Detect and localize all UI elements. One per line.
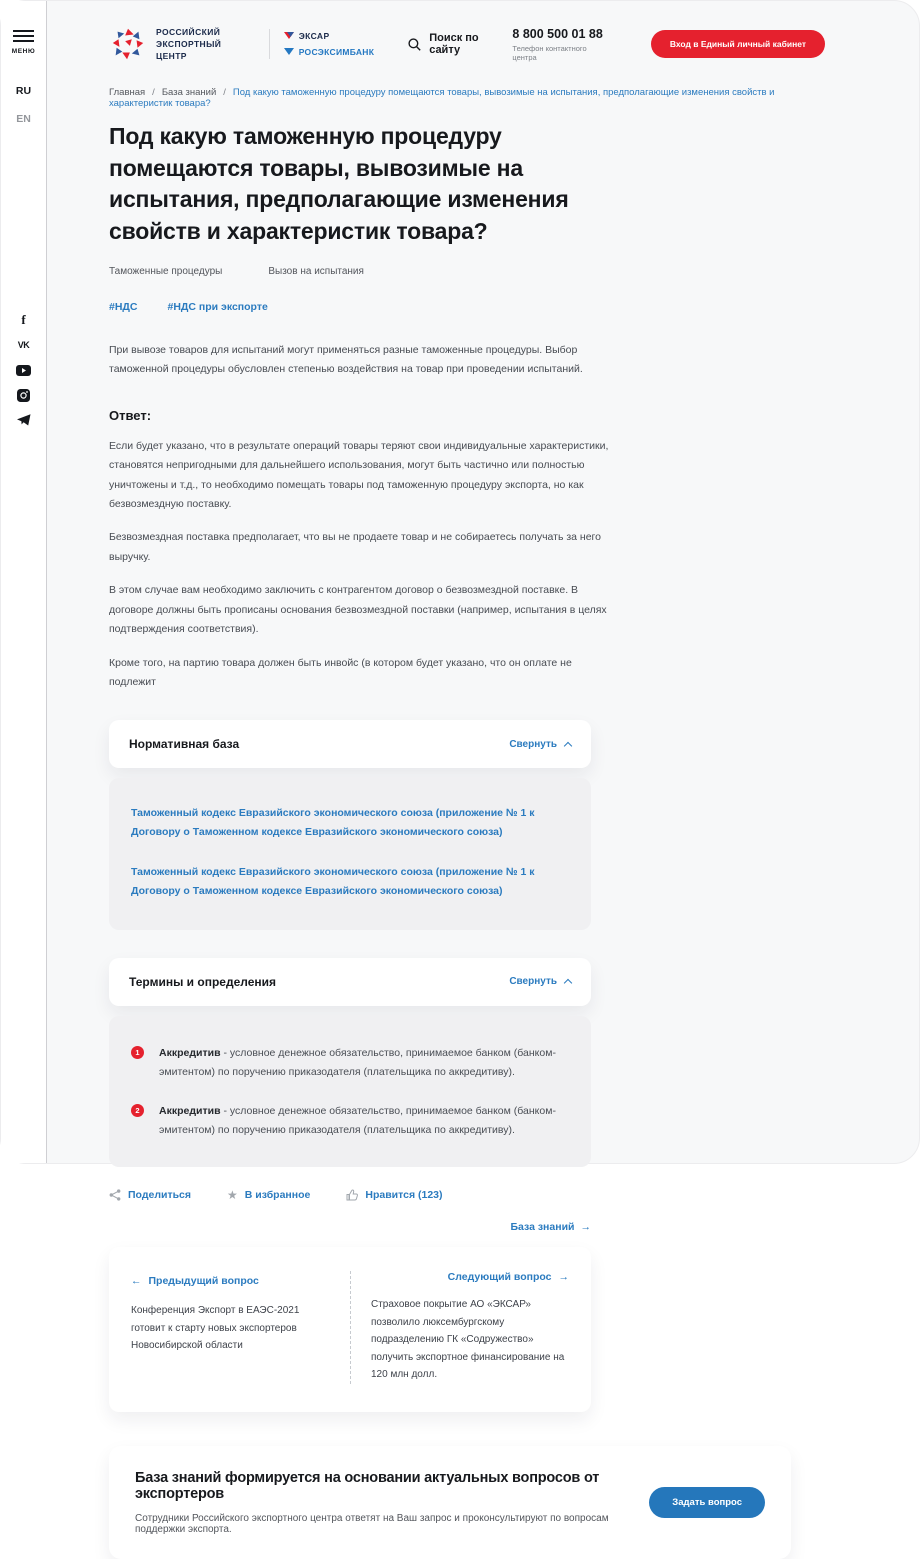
term-word: Аккредитив: [159, 1104, 221, 1117]
page-title: Под какую таможенную процедуру помещаются товары, вывозимые на испытания, предполагающие изменения свойств и характеристик товара?: [109, 123, 569, 245]
phone-number[interactable]: 8 800 500 01 88: [512, 26, 603, 41]
kb-link-row: [109, 1217, 591, 1235]
favorite-button[interactable]: ★ В избранное: [227, 1188, 311, 1203]
previous-question-text[interactable]: Конференция Экспорт в ЕАЭС-2021 готовит к старту новых экспортеров Новосибирской области: [131, 1305, 300, 1352]
telegram-icon[interactable]: [16, 413, 32, 427]
normative-base-collapse-button[interactable]: Свернуть: [509, 739, 571, 750]
terms-list: [109, 1016, 591, 1168]
breadcrumb-home[interactable]: Главная: [109, 87, 146, 98]
tag-customs-procedures[interactable]: Таможенные процедуры: [109, 265, 223, 277]
youtube-icon[interactable]: [16, 363, 32, 377]
answer-heading: Ответ:: [109, 407, 152, 423]
eksar-triangle-icon: [284, 32, 294, 40]
site-header: [109, 1, 919, 63]
main-column: [47, 1, 919, 1535]
instagram-icon[interactable]: [16, 388, 32, 402]
chevron-up-icon: [564, 742, 572, 750]
left-rail: [1, 1, 47, 1163]
thumbs-up-icon: [346, 1189, 358, 1201]
contact-phone: [512, 27, 612, 62]
knowledge-base-link[interactable]: База знаний →: [510, 1221, 591, 1234]
social-links: [16, 313, 32, 427]
tag-testing-call[interactable]: Вызов на испытания: [268, 265, 364, 277]
article-tags: [109, 266, 919, 277]
terms-title: Термины и определения: [129, 974, 277, 989]
next-question-link[interactable]: Следующий вопрос →: [447, 1271, 569, 1284]
login-button[interactable]: Вход в Единый личный кабинет: [651, 30, 825, 58]
normative-link[interactable]: Таможенный кодекс Евразийского экономического союза (приложение № 1 к Договору о Таможенном кодексе Евразийского экономического союза): [131, 866, 535, 897]
site-search[interactable]: [408, 32, 512, 56]
breadcrumb: Главная / База знаний / Под какую таможенную процедуру помещаются товары, вывозимые на испытания, предполагающие изменения свойств и характеристик товара?: [109, 87, 775, 109]
next-question[interactable]: [350, 1271, 569, 1384]
answer-paragraph: В этом случае вам необходимо заключить с контрагентом договор о безвозмездной поставке. В договоре должны быть прописаны основания безвозмездной поставки (например, испытания в целях подтверждения соответствия).: [109, 584, 607, 636]
arrow-right-icon: →: [580, 1221, 591, 1234]
menu-button[interactable]: [12, 27, 36, 55]
normative-base-links: [109, 778, 591, 930]
terms-card: [109, 958, 591, 1006]
brand-roseximbank[interactable]: РОСЭКСИМБАНК: [284, 47, 375, 57]
next-question-text[interactable]: Страховое покрытие АО «ЭКСАР» позволило люксембургскому подразделению ГК «Содружество» получить экспортное финансирование на 120 млн долл.: [371, 1299, 565, 1381]
normative-link[interactable]: Таможенный кодекс Евразийского экономического союза (приложение № 1 к Договору о Таможенном кодексе Евразийского экономического союза): [131, 807, 535, 838]
brand-eksar[interactable]: ЭКСАР: [284, 31, 375, 41]
term-definition: - условное денежное обязательство, принимаемое банком (банком-эмитентом) по поручению приказодателя (плательщика по аккредитиву).: [159, 1104, 556, 1136]
brand-links: [284, 31, 375, 57]
term-word: Аккредитив: [159, 1046, 221, 1059]
rec-logo-text: РОССИЙСКИЙ ЭКСПОРТНЫЙ ЦЕНТР: [156, 26, 222, 62]
term-number-badge: 1: [131, 1046, 144, 1059]
answer-paragraph: Безвозмездная поставка предполагает, что вы не продаете товар и не собираетесь получать за него выручку.: [109, 531, 601, 563]
banner-subtitle: Сотрудники Российского экспортного центра ответят на Ваш запрос и проконсультируют по вопросам поддержки экспорта.: [135, 1512, 609, 1535]
hashtag-nds-export[interactable]: #НДС при экспорте: [167, 300, 268, 313]
term-item: [131, 1102, 569, 1140]
previous-question[interactable]: [131, 1271, 350, 1384]
arrow-left-icon: ←: [131, 1275, 142, 1288]
ask-question-button[interactable]: Задать вопрос: [649, 1487, 765, 1518]
search-label: Поиск по сайту: [429, 32, 479, 56]
chevron-up-icon: [564, 979, 572, 987]
facebook-icon[interactable]: f: [21, 312, 26, 327]
share-button[interactable]: Поделиться: [109, 1189, 191, 1201]
question-pager: [109, 1247, 591, 1412]
normative-base-title: Нормативная база: [129, 737, 240, 752]
arrow-right-icon: →: [558, 1271, 569, 1284]
phone-caption: Телефон контактного центра: [512, 43, 587, 62]
share-icon: [109, 1189, 121, 1201]
star-icon: ★: [227, 1188, 238, 1203]
article-hashtags: [109, 301, 919, 313]
article-intro: При вывозе товаров для испытаний могут применяться разные таможенные процедуры. Выбор таможенной процедуры обусловлен степенью воздействия на товар при проведении испытаний.: [109, 343, 583, 376]
answer-paragraph: Если будет указано, что в результате операций товары теряют свои индивидуальные характеристики, становятся непригодными для дальнейшего использования, могут быть частично или полностью уничтожены и т.д., то необходимо помещать товары под таможенную процедуру экспорта, но как безвозмездную поставку.: [109, 439, 609, 511]
normative-base-card: [109, 720, 591, 768]
like-button[interactable]: Нравится (123): [346, 1189, 442, 1201]
header-divider: [269, 29, 270, 59]
breadcrumb-current: Под какую таможенную процедуру помещаются товары, вывозимые на испытания, предполагающие изменения свойств и характеристик товара?: [109, 87, 775, 109]
previous-question-link[interactable]: ← Предыдущий вопрос: [131, 1275, 259, 1288]
term-item: [131, 1044, 569, 1082]
hashtag-nds[interactable]: #НДС: [109, 300, 138, 313]
breadcrumb-section[interactable]: База знаний: [161, 87, 217, 98]
vk-icon[interactable]: VK: [17, 340, 30, 350]
lang-switch-en[interactable]: EN: [16, 113, 31, 125]
rec-logo[interactable]: [109, 25, 255, 63]
term-number-badge: 2: [131, 1104, 144, 1117]
terms-collapse-button[interactable]: Свернуть: [509, 976, 571, 987]
term-definition: - условное денежное обязательство, принимаемое банком (банком-эмитентом) по поручению приказодателя (плательщика по аккредитиву).: [159, 1046, 556, 1078]
ask-question-banner: [109, 1446, 791, 1559]
lang-switch-ru[interactable]: RU: [15, 85, 32, 97]
article-actions: [109, 1189, 919, 1201]
search-icon: [408, 38, 421, 51]
rec-logo-icon: [109, 25, 147, 63]
answer-paragraph: Кроме того, на партию товара должен быть инвойс (в котором будет указано, что он оплате не подлежит: [109, 656, 572, 688]
hamburger-icon: [13, 27, 34, 45]
menu-label: МЕНЮ: [11, 48, 36, 55]
banner-title: База знаний формируется на основании актуальных вопросов от экспортеров: [135, 1469, 600, 1502]
roseximbank-triangle-icon: [284, 48, 294, 56]
